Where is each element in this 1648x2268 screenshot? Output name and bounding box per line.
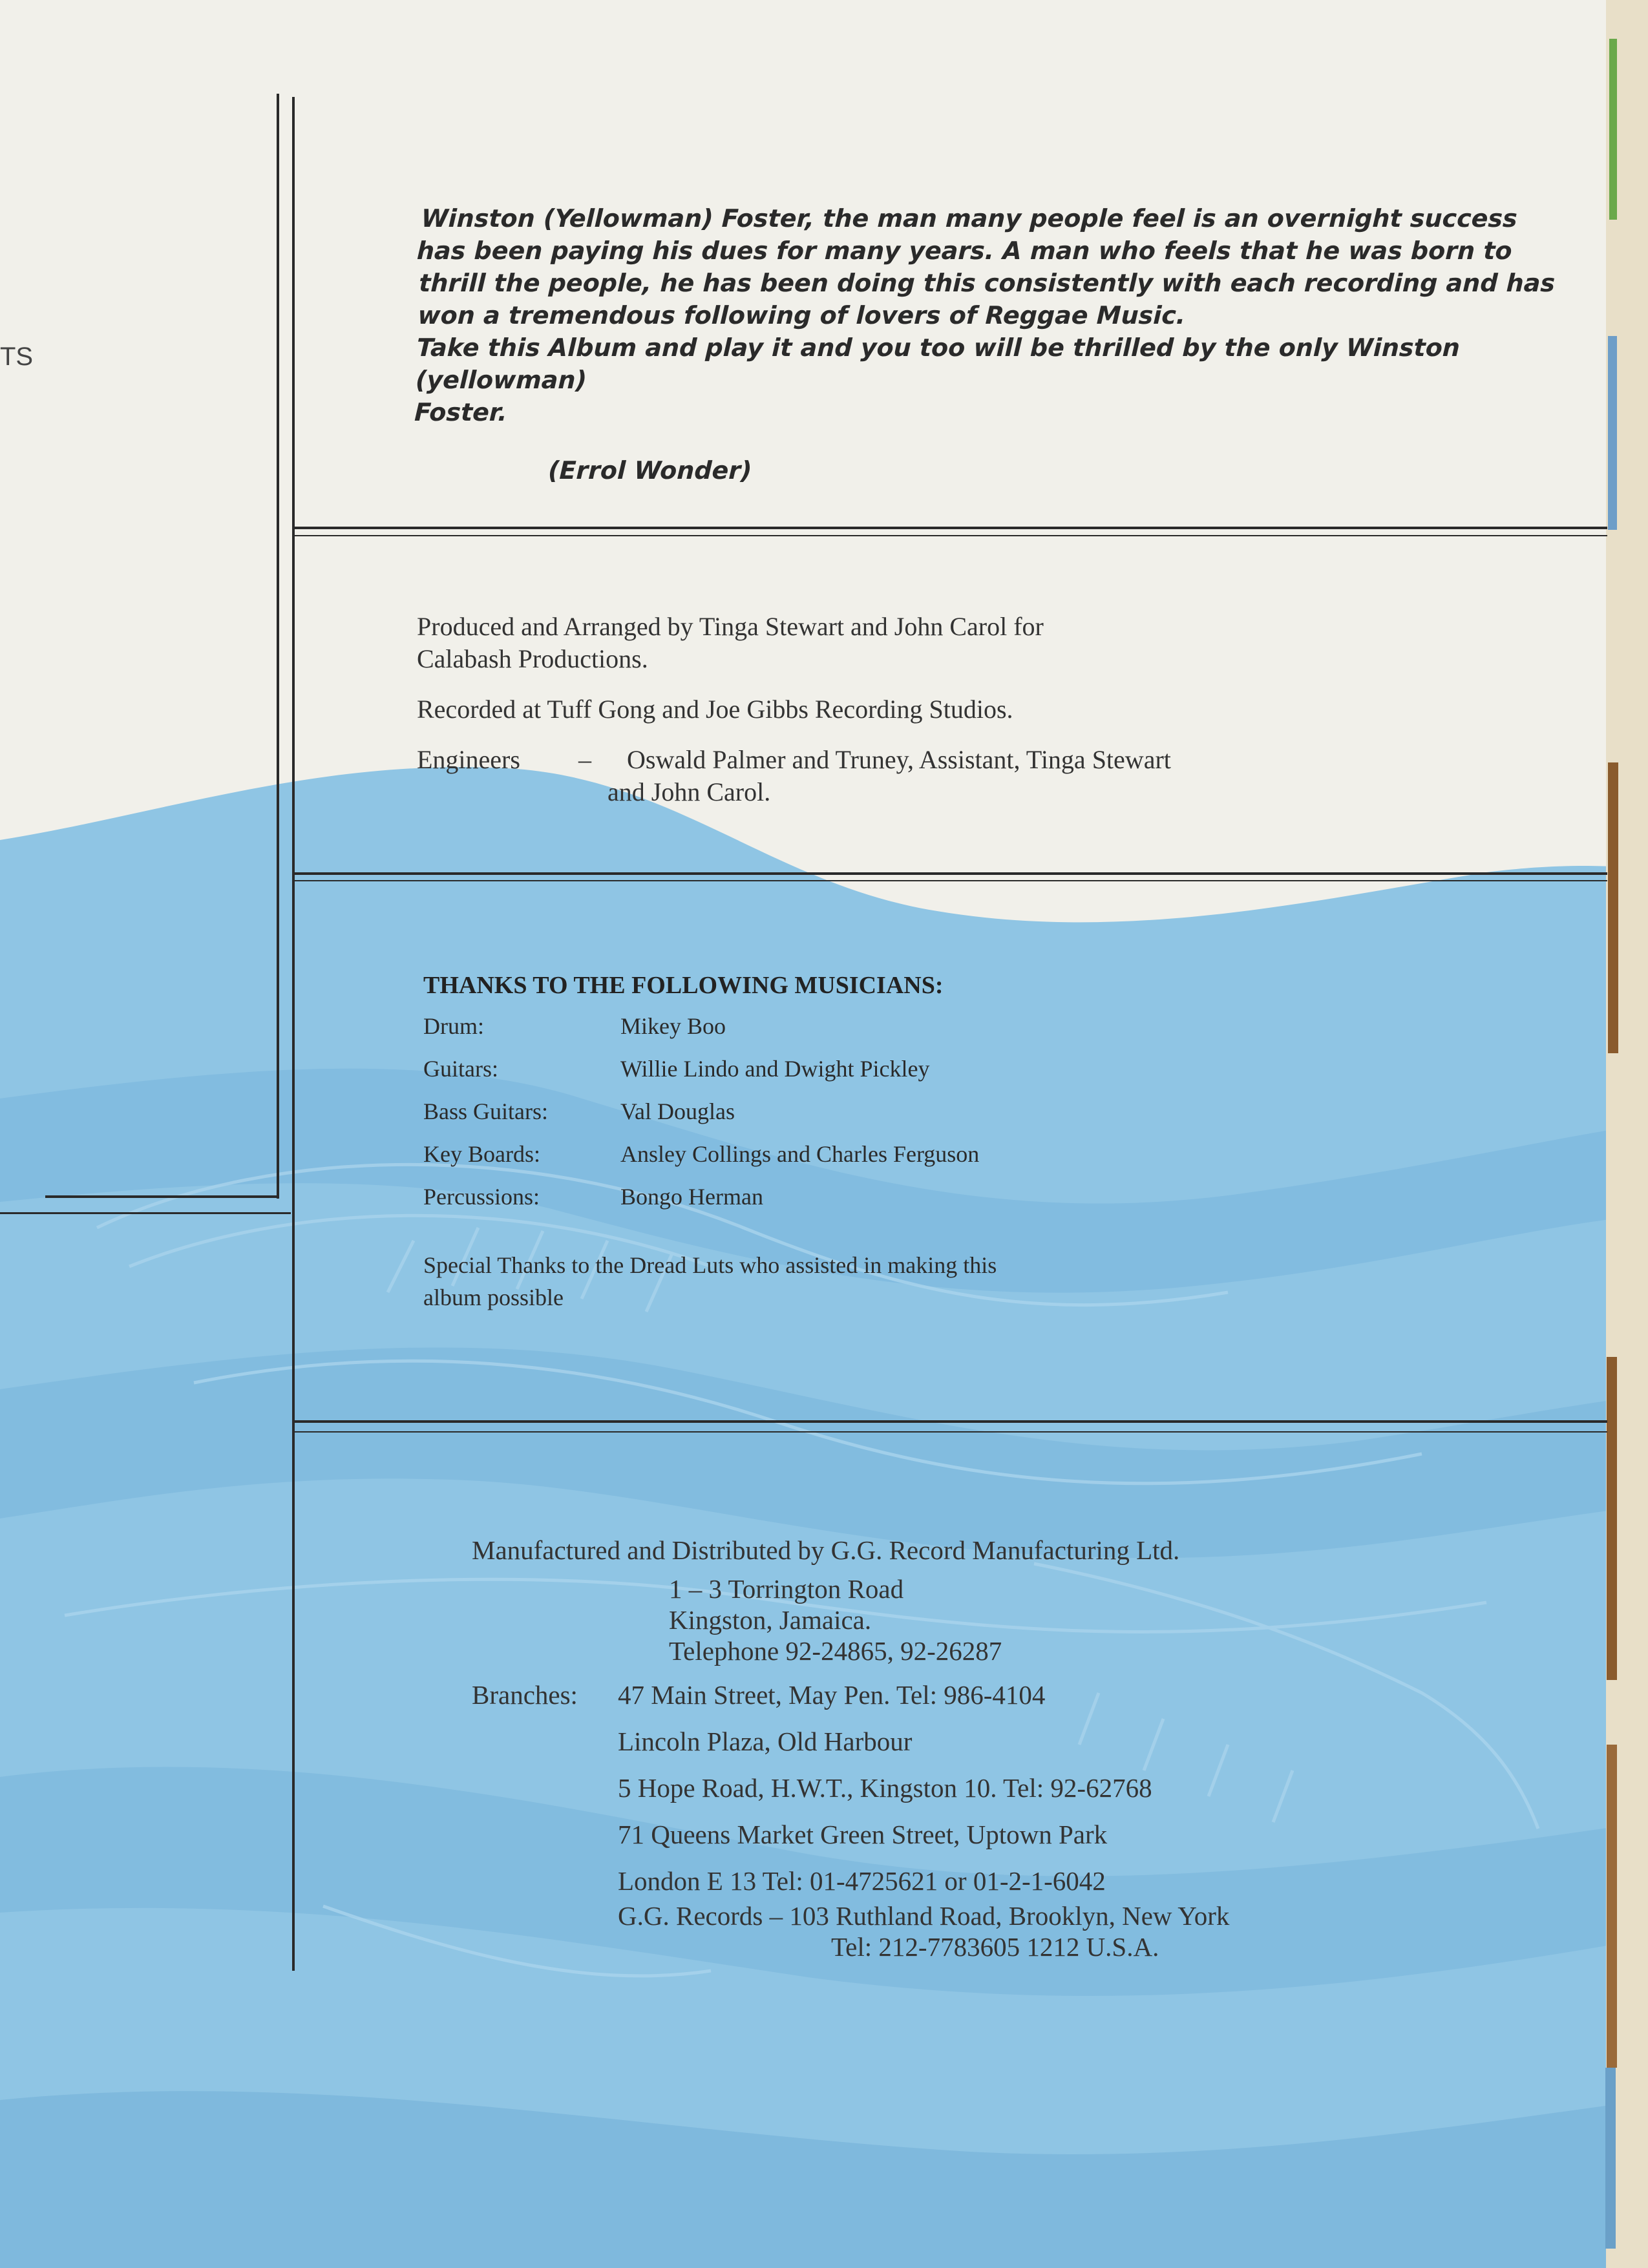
us-office-line: G.G. Records – 103 Ruthland Road, Brooklyn, New York	[618, 1901, 1230, 1931]
us-office	[618, 1900, 1603, 1962]
musician-row	[423, 1090, 1393, 1133]
branches-block	[472, 1679, 1603, 1904]
musician-names: Willie Lindo and Dwight Pickley	[620, 1056, 930, 1082]
us-office-tel: Tel: 212-7783605 1212 U.S.A.	[831, 1932, 1159, 1962]
left-frame-bottom-rule	[45, 1195, 278, 1198]
produced-line: Calabash Productions.	[417, 644, 648, 673]
musician-names: Bongo Herman	[620, 1184, 763, 1210]
special-thanks-line: album possible	[423, 1285, 564, 1310]
special-thanks	[423, 1249, 1393, 1314]
liner-line: thrill the people, he has been doing this consistently with each recording and has	[418, 269, 1556, 297]
liner-line: Foster.	[414, 398, 508, 426]
divider-1b	[292, 535, 1607, 536]
liner-line: won a tremendous following of lovers of Reggae Music.	[417, 301, 1187, 330]
branch-line: 47 Main Street, May Pen. Tel: 986-4104	[618, 1680, 1046, 1710]
musicians-section	[423, 966, 1393, 1314]
musician-names: Val Douglas	[620, 1098, 735, 1124]
divider-1	[292, 527, 1607, 529]
main-frame-left-rule	[292, 97, 295, 1971]
engineers-row	[417, 744, 1580, 776]
divider-3	[292, 1420, 1607, 1423]
musician-row	[423, 1005, 1393, 1047]
engineers-label: Engineers	[417, 745, 520, 774]
manufactured-line: Manufactured and Distributed by G.G. Record Manufacturing Ltd.	[472, 1535, 1180, 1565]
engineers-names: Oswald Palmer and Truney, Assistant, Tinga Stewart	[627, 745, 1171, 774]
liner-notes	[412, 202, 1611, 487]
musician-row	[423, 1175, 1393, 1218]
liner-line: has been paying his dues for many years. A man who feels that he was born to	[416, 236, 1513, 265]
recorded-line: Recorded at Tuff Gong and Joe Gibbs Recording Studios.	[417, 695, 1013, 724]
liner-line: Take this Album and play it and you too will be thrilled by the only Winston (yellowman)	[415, 333, 1461, 394]
divider-3b	[292, 1431, 1607, 1433]
special-thanks-line: Special Thanks to the Dread Luts who assisted in making this	[423, 1252, 997, 1278]
branch-line: 5 Hope Road, H.W.T., Kingston 10. Tel: 92-62768	[618, 1773, 1152, 1803]
engineers-dash: –	[578, 745, 591, 774]
side-fragment-text: TS	[0, 342, 34, 371]
address-line: Telephone 92-24865, 92-26287	[669, 1636, 1002, 1666]
musicians-list	[423, 1005, 1393, 1218]
branches-list	[618, 1672, 1152, 1904]
branch-line: 71 Queens Market Green Street, Uptown Park	[618, 1820, 1108, 1849]
left-fold-rule	[0, 1212, 291, 1214]
address-line: Kingston, Jamaica.	[669, 1605, 872, 1635]
musician-role: Bass Guitars:	[423, 1098, 548, 1124]
musician-row	[423, 1133, 1393, 1175]
divider-2	[292, 872, 1607, 875]
engineers-names-cont: and John Carol.	[607, 777, 771, 806]
produced-line: Produced and Arranged by Tinga Stewart and John Carol for	[417, 612, 1044, 641]
company-address	[669, 1573, 1603, 1666]
musicians-heading: THANKS TO THE FOLLOWING MUSICIANS:	[423, 972, 944, 999]
musician-row	[423, 1047, 1393, 1090]
musician-role: Percussions:	[423, 1184, 540, 1210]
left-frame-rule	[277, 94, 279, 1199]
divider-2b	[292, 880, 1607, 881]
musician-role: Key Boards:	[423, 1141, 540, 1167]
musician-names: Mikey Boo	[620, 1013, 726, 1039]
production-credits	[417, 611, 1580, 808]
musician-names: Ansley Collings and Charles Ferguson	[620, 1141, 980, 1167]
branch-line: London E 13 Tel: 01-4725621 or 01-2-1-6042	[618, 1866, 1106, 1896]
address-line: 1 – 3 Torrington Road	[669, 1574, 904, 1604]
musician-role: Drum:	[423, 1013, 484, 1039]
liner-notes-author: (Errol Wonder)	[547, 456, 753, 485]
branch-line: Lincoln Plaza, Old Harbour	[618, 1727, 913, 1756]
liner-line: Winston (Yellowman) Foster, the man many people feel is an overnight success	[421, 204, 1518, 233]
distribution-section	[472, 1535, 1603, 1962]
branches-label: Branches:	[472, 1680, 578, 1710]
musician-role: Guitars:	[423, 1056, 498, 1082]
